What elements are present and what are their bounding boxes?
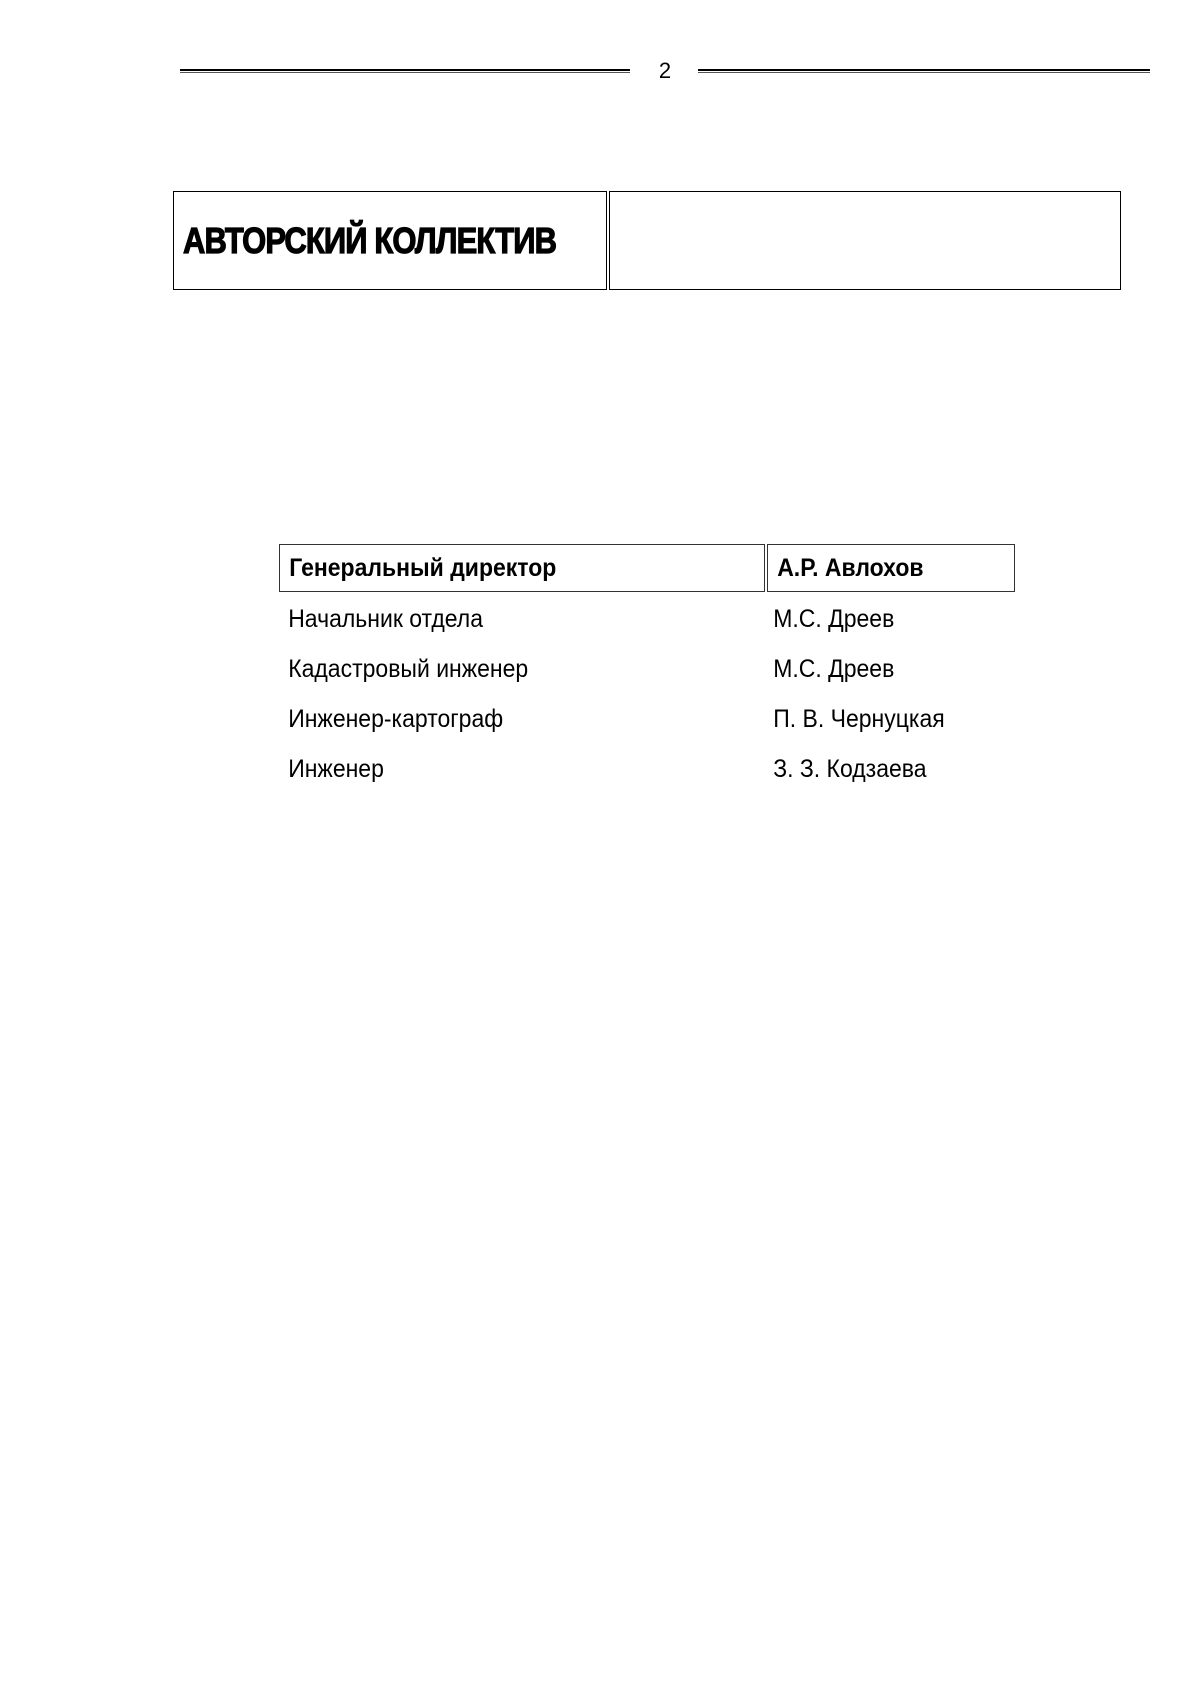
page-title: АВТОРСКИЙ КОЛЛЕКТИВ [183,219,557,261]
staff-table [279,544,1015,794]
staff-person: П. В. Чернуцкая [773,704,945,733]
staff-person: М.С. Дреев [773,604,895,633]
header-rule-left [180,69,630,73]
table-row [279,644,1015,694]
staff-person: З. З. Кодзаева [773,754,927,783]
page-number: 2 [658,58,672,83]
staff-role: Инженер-картограф [288,704,504,733]
staff-role: Инженер [288,754,384,783]
table-row [279,744,1015,794]
staff-role: Начальник отдела [288,604,483,633]
head-person: А.Р. Авлохов [776,553,924,582]
title-empty-cell [609,191,1121,290]
staff-head-row [279,544,1015,592]
table-row [279,694,1015,744]
head-person-cell [767,544,1015,592]
staff-person: М.С. Дреев [773,654,895,683]
title-box [173,191,1121,290]
title-cell [173,191,607,290]
head-role: Генеральный директор [289,553,557,582]
header-rule-right [698,69,1150,73]
table-row [279,594,1015,644]
head-role-cell [279,544,765,592]
staff-role: Кадастровый инженер [288,654,529,683]
